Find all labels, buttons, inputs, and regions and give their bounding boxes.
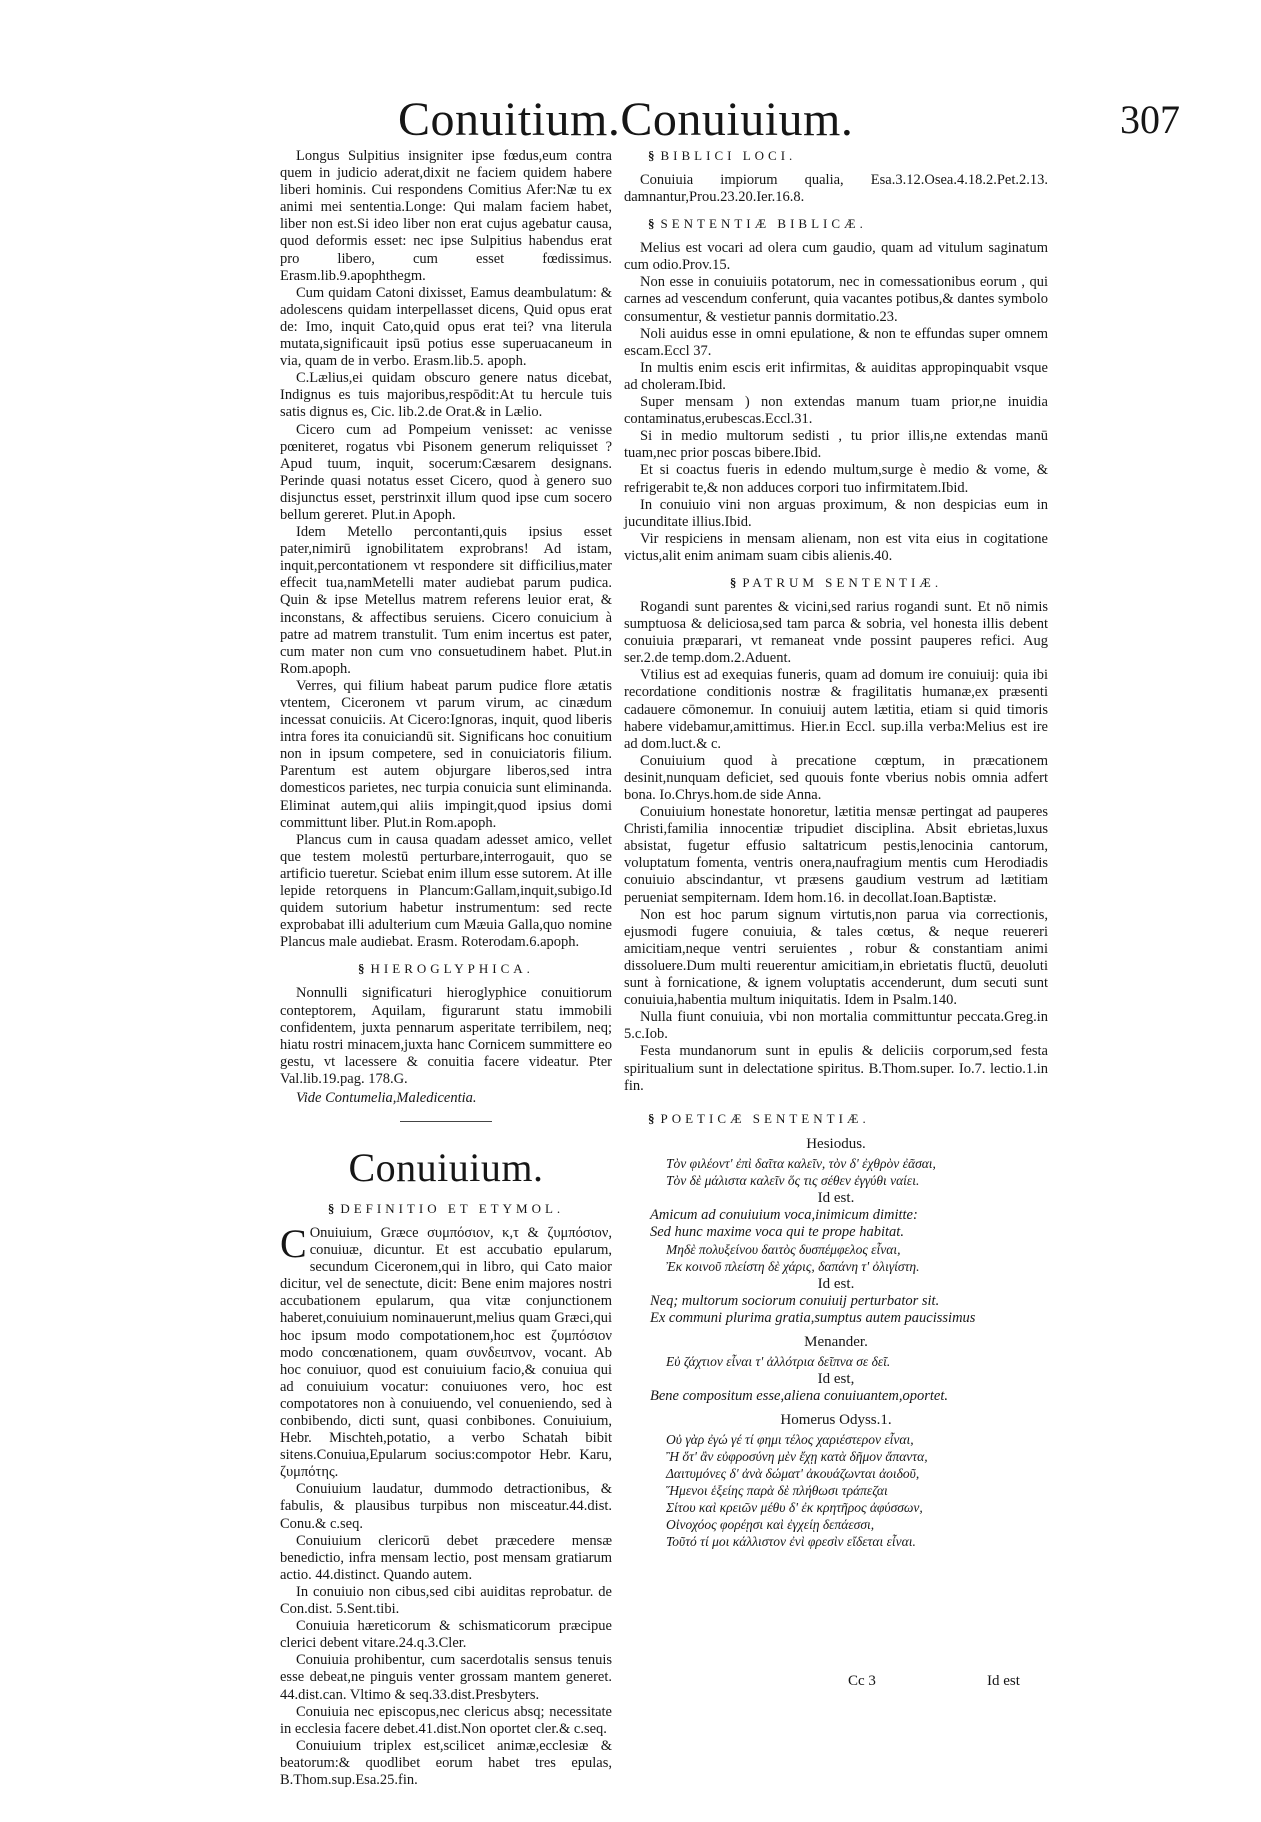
definition-paragraph: C Onuiuium, Græce συμπόσιον, κ,τ & ζυμπόσιον, conuiuæ, dicuntur. Et est accubatio epularum, secundum Ciceronem,qui in libro, qui Cato maior dicitur, vel de senectute, dicit: Bene enim majores nostri accubationem epularum, qua vitæ conjunctionem haberet,conuiuium nominauerunt,melius quam Græci,qui hoc ipsum modo compotationem,hoc est ζυμπόσιον modo concœnationem, quam συνδειπνον, vocant. Ab hoc conuiuor, quod est conuiuium facio,& conuiua qui ad conuiuium vocatur: conuiuones vero, hoc est compotatores non à conuiuendo, vel conueniendo, sed à conbibendo, dicti sunt, quasi conbibones. Conuiuium, Hebr. Mischteh,potatio, a verbo Schatah bibit sitens.Conuiua,Epularum socius:compotor Hebr. Karu, ζυμπότης. (280, 1220, 612, 1481)
biblical-sentences (624, 240, 1048, 565)
patristic-paragraph: Conuiuium honestate honoretur, lætitia mensæ pertingat ad pauperes Christi,familia innocentiæ tripudiet disciplina. Absit ebrietas,luxus absistat, fugetur effusio saltatricum pestis,lenocinia cantorum, voluptatum fomenta, ventris onera,naufragium mentis cum Herodiadis conuiuio abscindantur, vt præsens gaudium vestrum ad lætitiam perueniat sempiternam. Idem hom.16. in decollat.Ioan.Baptistæ. (624, 804, 1048, 906)
section-divider (400, 1121, 492, 1122)
section-mark-icon: § (648, 1110, 655, 1126)
right-column (624, 148, 1048, 1550)
drop-cap: C (280, 1220, 307, 1266)
greek-verse: Σίτου καὶ κρειῶν μέθυ δ' ἐκ κρητῆρος ἀφύσσων, (666, 1499, 923, 1515)
greek-verse: Τὸν δὲ μάλιστα καλεῖν ὅς τις σέθεν ἐγγύθι ναίει. (666, 1172, 920, 1188)
patristic-paragraph: Vtilius est ad exequias funeris, quam ad domum ire conuiuij: quia ibi recordatione conditionis nostræ & fragilitatis humanæ,ex præsenti cadauere cōmonemur. In conuiuij autem lætitia, etiam si quid timoris habere videbamur,amittimus. Hier.in Eccl. sup.illa verba:Melius est ire ad dom.luct.& c. (624, 667, 1048, 752)
note-paragraph: Conuiuium laudatur, dummodo detractionibus, & fabulis, & plausibus turpibus non misceatur.44.dist. Conu.& c.seq. (280, 1481, 612, 1532)
idest-label: Id est. (817, 1189, 855, 1206)
sentence-paragraph: In multis enim escis erit infirmitas, & auiditas appropinquabit vsque ad choleram.Ibid. (624, 359, 1048, 393)
anecdote-paragraph: Idem Metello percontanti,quis ipsius esset pater,nimirū ignobilitatem exprobrans! Ad istam, inquit,percontationem vt respondere sit difficilius,mater effecit tua,namMetelli mater audiebat parum pudica. Quin & ipse Metellus matrem referens leuior erat, & inconstans, & affectibus seruiens. Cicero conuicium à patre ad matrem transtulit. Tum enim incertus est pater, cum mater non cum vno consuetudinem habet. Plut.in Rom.apoph. (280, 524, 612, 677)
latin-verse: Neq; multorum sociorum conuiuij perturbator sit. (650, 1292, 940, 1309)
section-heading-sententiae-biblicae: § SENTENTIÆ BIBLICÆ. (648, 216, 867, 232)
biblical-references: Conuiuia impiorum qualia, Esa.3.12.Osea.4.18.2.Pet.2.13. damnantur,Prou.23.20.Ier.16.8. (624, 172, 1048, 206)
greek-verse: Ἢ ὅτ' ἂν εὐφροσύνη μὲν ἔχῃ κατὰ δῆμον ἅπαντα, (666, 1448, 928, 1464)
note-paragraph: Conuiuia nec episcopus,nec clericus absq; necessitate in ecclesia facere debet.41.dist.Non oportet cler.& c.seq. (280, 1703, 612, 1737)
note-paragraph: Conuiuium triplex est,scilicet animæ,ecclesiæ & beatorum:& quodlibet eorum habet tres epulas, B.Thom.sup.Esa.25.fin. (280, 1737, 612, 1788)
section-heading-poeticae: § POETICÆ SENTENTIÆ. (648, 1110, 870, 1126)
left-column (280, 148, 612, 1789)
hieroglyphica-paragraph: Nonnulli significaturi hieroglyphice conuitiorum conteptorem, Aquilam, figurarunt statu immobili confidentem, juxta pennarum asperitate terribilem, neq; hiatu rostri minacem,juxta hanc Cornicem summittere eo gestu, vt lacessere & conuitia facere videatur. Pter Val.lib.19.pag. 178.G. (280, 985, 612, 1087)
definition-notes (280, 1481, 612, 1789)
catchword: Id est (987, 1673, 1020, 1689)
idest-label: Id est. (817, 1275, 855, 1292)
greek-verse: Οἰνοχόος φορέῃσι καὶ ἐγχείῃ δεπάεσσι, (666, 1516, 875, 1532)
note-paragraph: Conuiuium clericorū debet præcedere mensæ benedictio, infra mensam lectio, post mensam gratiarum actio. 44.distinct. Quando autem. (280, 1532, 612, 1583)
page-title: Conuitium.Conuiuium. (398, 93, 854, 146)
sentence-paragraph: Noli auidus esse in omni epulatione, & non te effundas super omnem escam.Eccl 37. (624, 325, 1048, 359)
section-mark-icon: § (327, 1200, 335, 1216)
latin-verse: Ex communi plurima gratia,sumptus autem paucissimus (650, 1309, 976, 1326)
latin-verse: Sed hunc maxime voca qui te prope habitat. (650, 1223, 904, 1240)
greek-verse: Οὐ γὰρ ἐγώ γέ τί φημι τέλος χαριέστερον εἶναι, (666, 1431, 914, 1447)
entry-title: Conuiuium. (348, 1144, 544, 1190)
anecdote-paragraph: Longus Sulpitius insigniter ipse fœdus,eum contra quem in judicio aderat,dixit ne faciem quidem habere liberi hominis. Cui respondens Comitius Afer:Næ tu ex animi mei sententia.Longe: Qui malam faciem habet, liber non est.Si ideo liber non erat cujus agebatur causa, quod deformis esset: nec ipse Sulpitius habendus erat pro libero, cum esset fœdissimus. Erasm.lib.9.apophthegm. (280, 148, 612, 284)
section-heading-definitio: § DEFINITIO ET ETYMOL. (327, 1200, 565, 1216)
patristic-paragraph: Non est hoc parum signum virtutis,non parua via correctionis, ejusmodi fugere conuiuia, & tales cœtus, & neque reuereri amicitiam,neque ventri seruientes , robur & constantiam animi dissoluere.Dum multi reuerentur amicitiam,in ebrietatis fluctū, deuoluti sunt à fornicatione, & ignem voluptatis accenderunt, dum secuti sunt conuiuia,habentia multum iniquitatis. Idem in Psalm.140. (624, 906, 1048, 1009)
poet-name: Menander. (804, 1333, 868, 1350)
cross-reference: Vide Contumelia,Maledicentia. (296, 1089, 477, 1106)
section-heading-biblici: § BIBLICI LOCI. (648, 148, 797, 163)
note-paragraph: Conuiuia prohibentur, cum sacerdotalis sensus tenuis esse debeat,ne pinguis venter grossam mantem generet. 44.dist.can. Vltimo & seq.33.dist.Presbyters. (280, 1652, 612, 1703)
page-number: 307 (1120, 97, 1180, 142)
section-mark-icon: § (358, 961, 365, 977)
idest-label: Id est, (817, 1370, 855, 1387)
patristic-paragraph: Nulla fiunt conuiuia, vbi non mortalia committuntur peccata.Greg.in 5.c.Iob. (624, 1009, 1048, 1043)
section-mark-icon: § (729, 574, 737, 590)
signature-mark: Cc 3 (848, 1673, 876, 1689)
sentence-paragraph: Vir respiciens in mensam alienam, non est vita eius in cogitatione victus,alit enim animam suam cibis alienis.40. (624, 530, 1048, 564)
sentence-paragraph: In conuiuio vini non arguas proximum, & non despicias eum in jucunditate illius.Ibid. (624, 496, 1048, 530)
sentence-paragraph: Melius est vocari ad olera cum gaudio, quam ad vitulum saginatum cum odio.Prov.15. (624, 240, 1048, 274)
anecdote-paragraph: Plancus cum in causa quadam adesset amico, vellet que testem molestū perturbare,interrogauit, quo se artificio tueretur. Sciebat enim illum esse sutorem. At ille lepide retorquens in Plancum:Gallam,inquit,subigo.Id quidem sutorium habetur instrumentum: sed recte exprobabat illi adulterium cum Mæuia Galla,quo nomine Plancus male audiebat. Erasm. Roterodam.6.apoph. (280, 831, 612, 951)
poetic-block-homer (624, 1411, 1048, 1550)
greek-verse: Μηδὲ πολυξείνου δαιτὸς δυσπέμφελος εἶναι, (666, 1241, 901, 1257)
poet-name: Homerus Odyss.1. (780, 1411, 892, 1428)
section-heading-patrum: § PATRUM SENTENTIÆ. (729, 574, 943, 590)
poet-name: Hesiodus. (806, 1135, 866, 1152)
sentence-paragraph: Non esse in conuiuiis potatorum, nec in comessationibus eorum , qui carnes ad vescendum conferunt, quia vacantes potibus,& dantes symbolo consumentur, & vestietur pannis dormitatio.23. (624, 274, 1048, 325)
section-mark-icon: § (648, 216, 655, 232)
anecdote-list (280, 148, 612, 951)
sentence-paragraph: Si in medio multorum sedisti , tu prior illis,ne extendas manū tuam,nec prior poscas bibere.Ibid. (624, 428, 1048, 462)
anecdote-paragraph: Verres, qui filium habeat parum pudice flore ætatis vtentem, Ciceronem vt parum virum, ac cinædum incessat conuiciis. At Cicero:Ignoras, inquit, quod liberis intra fores ita conuiciandū sit. Significans hoc conuitium non in ipsum competere, sed in conuiciatoris filium. Parentum est autem objurgare liberos,sed intra domesticos parietes, nec turpia conuicia sunt eliminanda. Eliminat autem,qui aliis impingit,quod ipsius domi committunt liber. Plut.in Rom.apoph. (280, 677, 612, 831)
anecdote-paragraph: C.Lælius,ei quidam obscuro genere natus dicebat, Indignus es tuis majoribus,respōdit:At tu hercule tuis satis dignus es, Cic. lib.2.de Orat.& in Lælio. (280, 370, 612, 421)
patristic-sentences (624, 599, 1048, 1095)
patristic-paragraph: Rogandi sunt parentes & vicini,sed rarius rogandi sunt. Et nō nimis sumptuosa & deliciosa,sed tam parca & sobria, vel honesta illis debent conuiuia præparari, vt remaneat vnde possint pauperes refici. Aug ser.2.de temp.dom.2.Aduent. (624, 598, 1048, 667)
greek-verse: Δαιτυμόνες δ' ἀνὰ δώματ' ἀκουάζωνται ἀοιδοῦ, (666, 1465, 920, 1481)
latin-verse: Bene compositum esse,aliena conuiuantem,oportet. (650, 1387, 948, 1404)
note-paragraph: In conuiuio non cibus,sed cibi auiditas reprobatur. de Con.dist. 5.Sent.tibi. (280, 1583, 612, 1618)
sentence-paragraph: Super mensam ) non extendas manum tuam prior,ne inuidia contaminatus,erubescas.Eccl.31. (624, 394, 1048, 428)
note-paragraph: Conuiuia hæreticorum & schismaticorum præcipue clerici debent vitare.24.q.3.Cler. (280, 1618, 612, 1652)
anecdote-paragraph: Cum quidam Catoni dixisset, Eamus deambulatum: & adolescens quidam interpellasset dicens, Quid opus erat de: Imo, inquit Cato,quid opus erat tei? vna literula mutata,significauit ipsū potius esse superuacaneum in via, quam de in verbo. Erasm.lib.5. apoph. (280, 284, 612, 370)
greek-verse: Τοῦτό τί μοι κάλλιστον ἐνὶ φρεσὶν εἴδεται εἶναι. (666, 1533, 916, 1549)
poetic-block-hesiod-1 (624, 1135, 1048, 1241)
greek-verse: Τὸν φιλέοντ' ἐπὶ δαῖτα καλεῖν, τὸν δ' ἐχθρὸν ἐᾶσαι, (666, 1155, 936, 1171)
section-heading-hieroglyphica: § HIEROGLYPHICA. (358, 961, 534, 977)
latin-verse: Amicum ad conuiuium voca,inimicum dimitte: (650, 1206, 918, 1223)
poetic-block-menander (624, 1333, 1048, 1405)
patristic-paragraph: Conuiuium quod à precatione cœptum, in præcationem desinit,nunquam deficiet, sed quouis fonte vberius nobis omnia adfert bona. Io.Chrys.hom.de side Anna. (624, 752, 1048, 803)
greek-verse: Ἐκ κοινοῦ πλείστη δὲ χάρις, δαπάνη τ' ὀλιγίστη. (666, 1258, 920, 1274)
greek-verse: Ἥμενοι ἑξείης παρὰ δὲ πλήθωσι τράπεζαι (666, 1482, 888, 1498)
poetic-block-hesiod-2 (624, 1241, 1048, 1327)
greek-verse: Εὐ ζάχτιον εἶναι τ' ἀλλότρια δεῖπνα σε δεῖ. (666, 1353, 891, 1369)
sentence-paragraph: Et si coactus fueris in edendo multum,surge è medio & vome, & refrigerabit te,& non adduces corpori tuo infirmitatem.Ibid. (624, 462, 1048, 496)
anecdote-paragraph: Cicero cum ad Pompeium venisset: ac venisse pœniteret, rogatus vbi Pisonem generum reliquisset ? Apud tuum, inquit, socerum:Cæsarem designans. Perinde quasi notatus esset Cicero, quod à genero suo disjunctus esset, perstrinxit illum quod ipse cum socero bellum gereret. Plut.in Apoph. (280, 421, 612, 523)
section-mark-icon: § (648, 148, 655, 163)
patristic-paragraph: Festa mundanorum sunt in epulis & deliciis corporum,sed festa spiritualium sunt in delectatione spiritus. B.Thom.super. Io.7. lectio.1.in fin. (624, 1043, 1048, 1094)
